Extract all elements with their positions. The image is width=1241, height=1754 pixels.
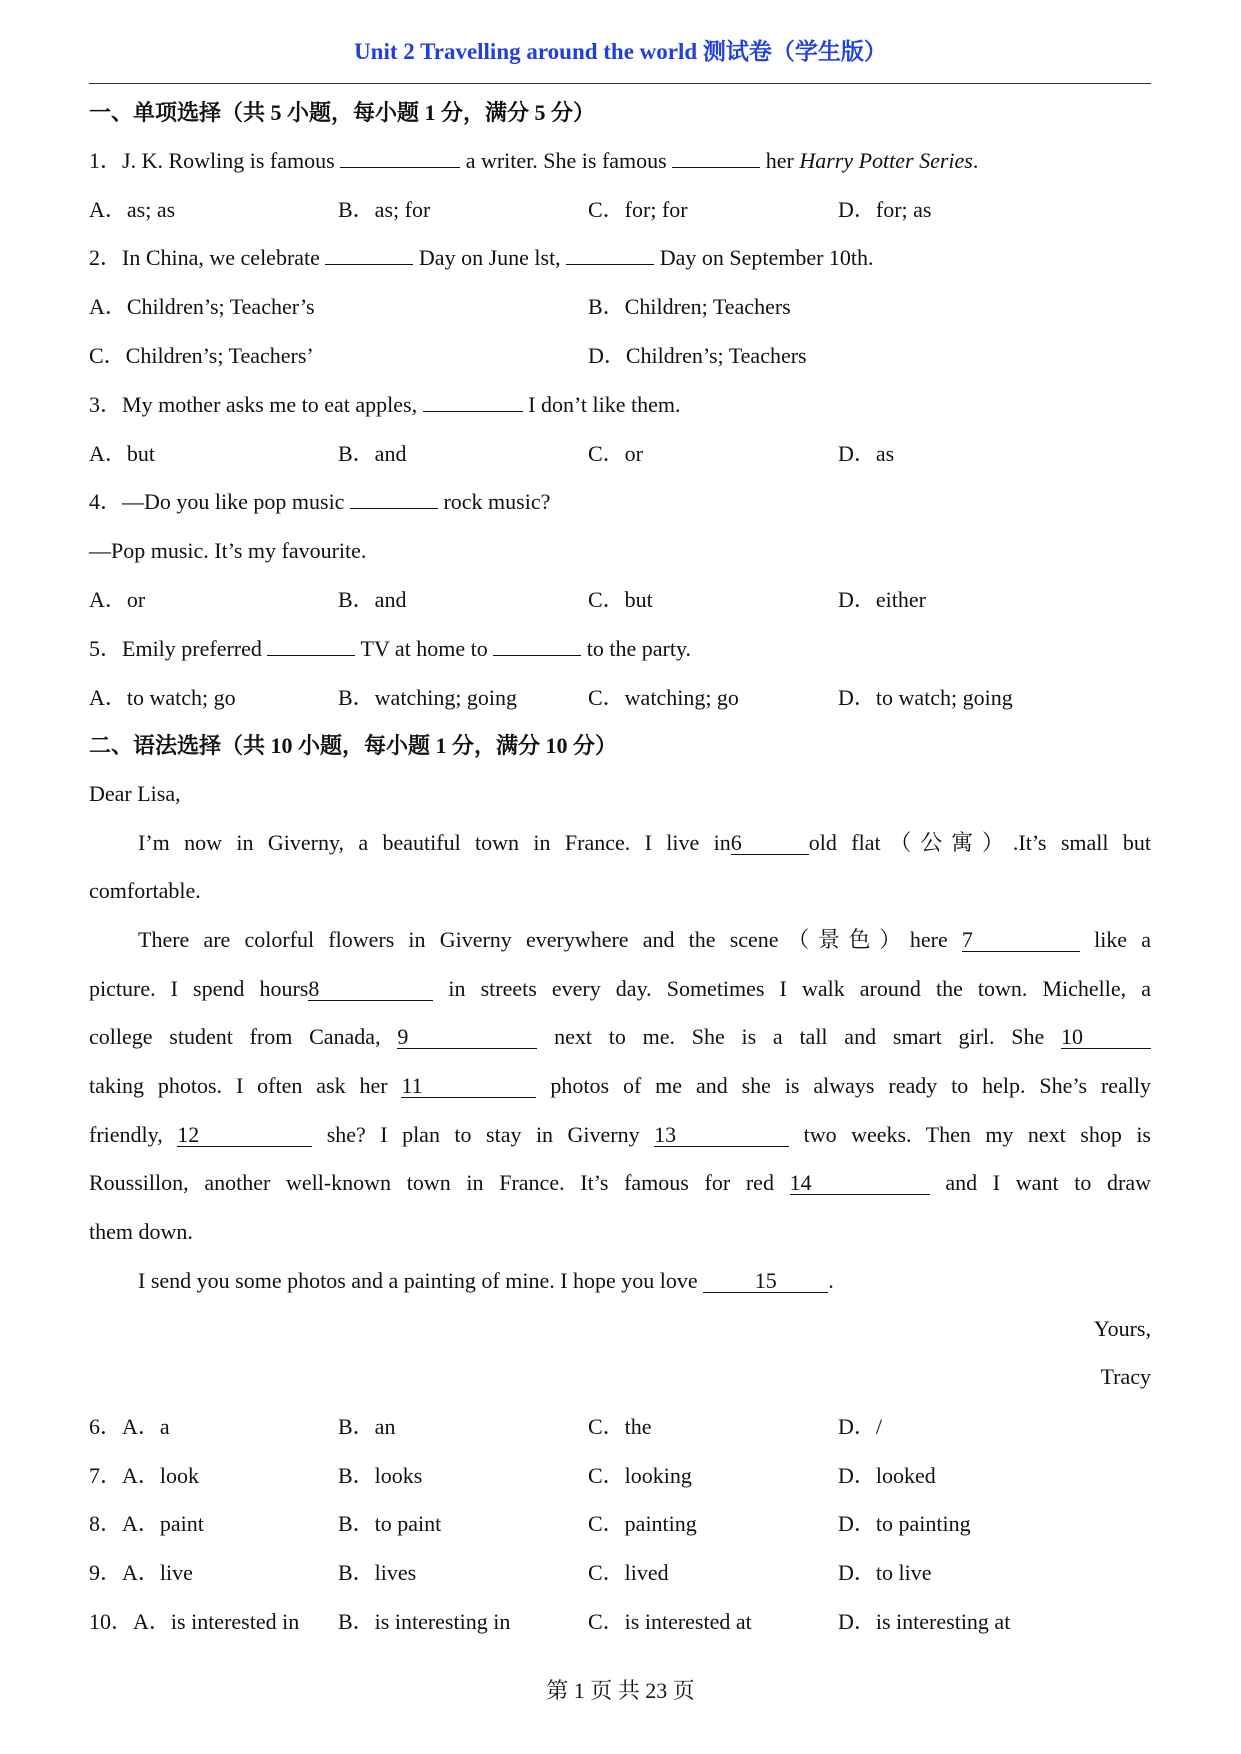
- question-7: [89, 1461, 199, 1491]
- option-b[interactable]: B．an: [338, 1414, 396, 1439]
- question-8: [89, 1509, 204, 1539]
- option-a[interactable]: A．but: [89, 441, 156, 466]
- passage-blank-11[interactable]: 11: [401, 1075, 536, 1098]
- question-number: 4．: [89, 489, 123, 514]
- passage-blank-13[interactable]: 13: [654, 1124, 789, 1147]
- option-a[interactable]: A．a: [122, 1414, 170, 1439]
- letter-closing: Yours,: [1093, 1316, 1151, 1341]
- question-number: 10．: [89, 1609, 134, 1634]
- option-d[interactable]: D．as: [838, 441, 895, 466]
- option-d[interactable]: D．either: [838, 587, 926, 612]
- answer-blank[interactable]: [423, 391, 523, 412]
- answer-blank[interactable]: [340, 147, 460, 168]
- question-number: 9．: [89, 1560, 123, 1585]
- option-b[interactable]: B．looks: [338, 1463, 423, 1488]
- passage-line: Roussillon, another well-known town in France. It’s famous for red 14 and I want to draw: [89, 1170, 1152, 1195]
- passage-blank-15[interactable]: 15: [703, 1270, 828, 1293]
- section1-heading: 一、单项选择（共 5 小题，每小题 1 分，满分 5 分）: [89, 100, 596, 125]
- option-b[interactable]: B．and: [338, 587, 407, 612]
- option-d[interactable]: D．is interesting at: [838, 1609, 1011, 1634]
- option-d[interactable]: D．Children’s; Teachers: [588, 343, 807, 368]
- question-1: 1．J. K. Rowling is famous a writer. She is famous her Harry Potter Series.: [89, 148, 979, 173]
- question-6: [89, 1412, 170, 1442]
- question-number: 1．: [89, 148, 123, 173]
- option-a[interactable]: A．or: [89, 587, 146, 612]
- passage-blank-7[interactable]: 7: [962, 929, 1080, 952]
- option-a[interactable]: A．as; as: [89, 197, 176, 222]
- option-b[interactable]: B．as; for: [338, 197, 431, 222]
- question-number: 7．: [89, 1463, 123, 1488]
- option-d[interactable]: D．for; as: [838, 197, 932, 222]
- passage-line: I’m now in Giverny, a beautiful town in France. I live in6 old flat（公寓）.It’s small but: [138, 830, 1151, 855]
- answer-blank[interactable]: [566, 244, 654, 265]
- option-d[interactable]: D．/: [838, 1414, 883, 1439]
- passage-line: There are colorful flowers in Giverny everywhere and the scene（景色）here 7 like a: [138, 927, 1151, 952]
- page-title: Unit 2 Travelling around the world 测试卷（学生版）: [354, 39, 887, 64]
- option-b[interactable]: B．is interesting in: [338, 1609, 511, 1634]
- option-b[interactable]: B．watching; going: [338, 685, 518, 710]
- option-b[interactable]: B．Children; Teachers: [588, 294, 791, 319]
- passage-line: comfortable.: [89, 878, 201, 903]
- question-4-reply: —Pop music. It’s my favourite.: [89, 538, 367, 563]
- question-number: 8．: [89, 1511, 123, 1536]
- option-b[interactable]: B．and: [338, 441, 407, 466]
- option-c[interactable]: C．but: [588, 587, 653, 612]
- answer-blank[interactable]: [493, 635, 581, 656]
- option-c[interactable]: C．watching; go: [588, 685, 739, 710]
- question-9: [89, 1558, 193, 1588]
- question-number: 3．: [89, 392, 123, 417]
- option-a[interactable]: A．look: [122, 1463, 200, 1488]
- option-c[interactable]: C．looking: [588, 1463, 692, 1488]
- passage-line: taking photos. I often ask her 11 photos of me and she is always ready to help. She’s really: [89, 1073, 1152, 1098]
- question-5: 5．Emily preferred TV at home to to the party.: [89, 636, 692, 661]
- passage-blank-9[interactable]: 9: [397, 1026, 537, 1049]
- option-a[interactable]: A．Children’s; Teacher’s: [89, 294, 315, 319]
- option-a[interactable]: A．is interested in: [133, 1609, 300, 1634]
- option-b[interactable]: B．lives: [338, 1560, 417, 1585]
- question-number: 5．: [89, 636, 123, 661]
- passage-line: college student from Canada, 9 next to me. She is a tall and smart girl. She 10: [89, 1022, 1151, 1052]
- option-a[interactable]: A．to watch; go: [89, 685, 236, 710]
- option-c[interactable]: C．the: [588, 1414, 652, 1439]
- passage-line: I send you some photos and a painting of mine. I hope you love 15 .: [138, 1268, 834, 1293]
- option-b[interactable]: B．to paint: [338, 1511, 442, 1536]
- passage-line: friendly, 12 she? I plan to stay in Giverny 13 two weeks. Then my next shop is: [89, 1122, 1151, 1147]
- question-4: 4．—Do you like pop music rock music?: [89, 489, 551, 514]
- option-d[interactable]: D．to watch; going: [838, 685, 1013, 710]
- question-number: 6．: [89, 1414, 123, 1439]
- option-c[interactable]: C．lived: [588, 1560, 669, 1585]
- question-number: 2．: [89, 245, 123, 270]
- option-a[interactable]: A．paint: [122, 1511, 204, 1536]
- question-2: 2．In China, we celebrate Day on June lst, Day on September 10th.: [89, 245, 874, 270]
- title-divider: [89, 83, 1151, 84]
- passage-blank-14[interactable]: 14: [790, 1172, 930, 1195]
- option-c[interactable]: C．for; for: [588, 197, 688, 222]
- option-c[interactable]: C．Children’s; Teachers’: [89, 343, 314, 368]
- passage-line: picture. I spend hours8 in streets every day. Sometimes I walk around the town. Michelle, a: [89, 976, 1151, 1001]
- letter-greeting: Dear Lisa,: [89, 781, 181, 806]
- page-number: 第 1 页 共 23 页: [546, 1678, 695, 1703]
- option-d[interactable]: D．to live: [838, 1560, 932, 1585]
- letter-signature: Tracy: [1100, 1364, 1151, 1389]
- passage-blank-12[interactable]: 12: [177, 1124, 312, 1147]
- answer-blank[interactable]: [672, 147, 760, 168]
- option-c[interactable]: C．is interested at: [588, 1609, 752, 1634]
- passage-blank-10[interactable]: 10: [1061, 1026, 1151, 1049]
- option-a[interactable]: A．live: [122, 1560, 193, 1585]
- option-d[interactable]: D．to painting: [838, 1511, 971, 1536]
- option-d[interactable]: D．looked: [838, 1463, 936, 1488]
- answer-blank[interactable]: [267, 635, 355, 656]
- passage-blank-6[interactable]: 6: [731, 832, 809, 855]
- section2-heading: 二、语法选择（共 10 小题，每小题 1 分，满分 10 分）: [89, 733, 618, 758]
- passage-blank-8[interactable]: 8: [308, 978, 433, 1001]
- passage-line: them down.: [89, 1219, 193, 1244]
- question-3: 3．My mother asks me to eat apples, I don’t like them.: [89, 392, 681, 417]
- question-10: [89, 1607, 299, 1637]
- answer-blank[interactable]: [325, 244, 413, 265]
- book-title: Harry Potter Series: [799, 148, 973, 173]
- option-c[interactable]: C．painting: [588, 1511, 697, 1536]
- option-c[interactable]: C．or: [588, 441, 644, 466]
- answer-blank[interactable]: [350, 488, 438, 509]
